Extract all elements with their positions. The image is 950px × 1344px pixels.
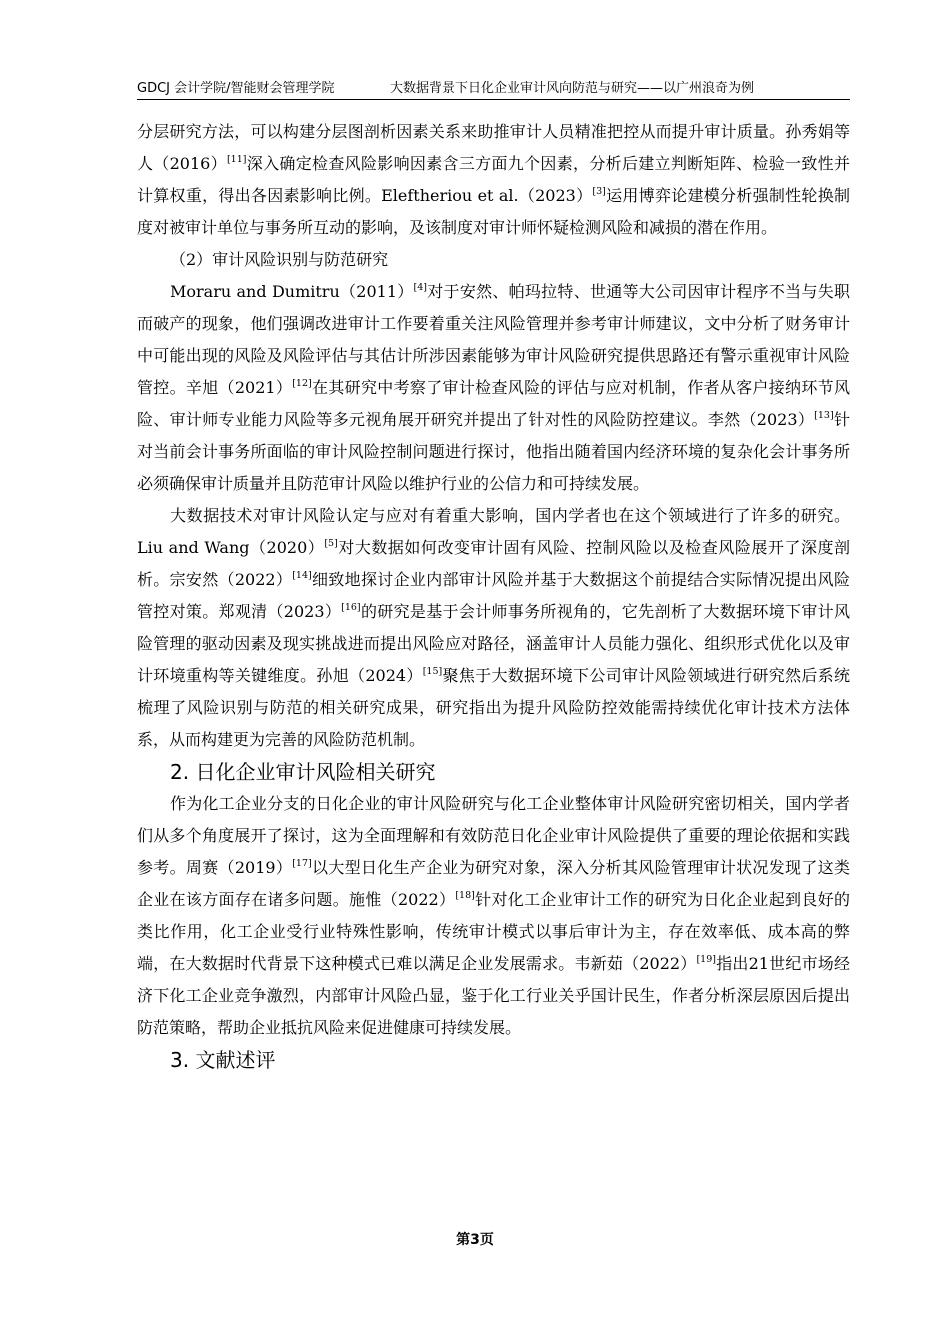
header-left: GDCJ 会计学院/智能财会管理学院 [137, 81, 335, 96]
citation: [17] [292, 858, 312, 869]
citation: [3] [592, 186, 606, 197]
citation: [5] [324, 538, 338, 549]
citation: [11] [226, 154, 247, 165]
page-header [137, 81, 850, 100]
citation: [4] [413, 282, 428, 293]
section-heading-2: 2. 日化企业审计风险相关研究 [170, 760, 436, 784]
paragraph-3: Moraru and Dumitru（2011）[4]对于安然、帕玛拉特、世通等大公司因审计程序不当与失职而破产的现象，他们强调改进审计工作要着重关注风险管理并参考审计师建议，文中分析了财务审计中可能出现的风险及风险评估与其估计所涉因素能够为审计风险研究提供思路还有警示重视审计风险管控。辛旭（2021）[12]在其研究中考察了审计检查风险的评估与应对机制，作者从客户接纳环节风险、审计师专业能力风险等多元视角展开研究并提出了针对性的风险防控建议。李然（2023）[13]针对当前会计事务所面临的审计风险控制问题进行探讨，他指出随着国内经济环境的复杂化会计事务所必须确保审计质量并且防范审计风险以维护行业的公信力和可持续发展。 [137, 282, 850, 493]
citation: [16] [341, 602, 361, 613]
paragraph-1: 分层研究方法，可以构建分层图剖析因素关系来助推审计人员精准把控从而提升审计质量。孙秀娟等人（2016）[11]深入确定检查风险影响因素含三方面九个因素，分析后建立判断矩阵、检验一致性并计算权重，得出各因素影响比例。Eleftheriou et al.（2023）[3]运用博弈论建模分析强制性轮换制度对被审计单位与事务所互动的影响，及该制度对审计师怀疑检测风险和减损的潜在作用。 [137, 122, 850, 237]
paragraph-5: 作为化工企业分支的日化企业的审计风险研究与化工企业整体审计风险研究密切相关，国内学者们从多个角度展开了探讨，这为全面理解和有效防范日化企业审计风险提供了重要的理论依据和实践参考。周赛（2019）[17]以大型日化生产企业为研究对象，深入分析其风险管理审计状况发现了这类企业在该方面存在诸多问题。施惟（2022）[18]针对化工企业审计工作的研究为日化企业起到良好的类比作用，化工企业受行业特殊性影响，传统审计模式以事后审计为主，存在效率低、成本高的弊端，在大数据时代背景下这种模式已难以满足企业发展需求。韦新茹（2022）[19]指出21世纪市场经济下化工企业竞争激烈，内部审计风险凸显，鉴于化工行业关乎国计民生，作者分析深层原因后提出防范策略，帮助企业抵抗风险来促进健康可持续发展。 [137, 794, 850, 1037]
subsection-heading: （2）审计风险识别与防范研究 [170, 250, 389, 269]
citation: [13] [814, 410, 834, 421]
citation: [18] [455, 890, 475, 901]
section-heading-3: 3. 文献述评 [170, 1048, 276, 1072]
page-body [137, 116, 850, 1076]
header-right: 大数据背景下日化企业审计风向防范与研究——以广州浪奇为例 [390, 81, 755, 96]
citation: [14] [292, 570, 312, 581]
citation: [15] [422, 666, 443, 677]
page-number: 第3页 [456, 1232, 494, 1248]
paragraph-4: 大数据技术对审计风险认定与应对有着重大影响，国内学者也在这个领域进行了许多的研究。Liu and Wang（2020）[5]对大数据如何改变审计固有风险、控制风险以及检查风险展开了深度剖析。宗安然（2022）[14]细致地探讨企业内部审计风险并基于大数据这个前提结合实际情况提出风险管控对策。郑观清（2023）[16]的研究是基于会计师事务所视角的，它先剖析了大数据环境下审计风险管理的驱动因素及现实挑战进而提出风险应对路径，涵盖审计人员能力强化、组织形式优化以及审计环境重构等关键维度。孙旭（2024）[15]聚焦于大数据环境下公司审计风险领域进行研究然后系统梳理了风险识别与防范的相关研究成果，研究指出为提升风险防控效能需持续优化审计技术方法体系，从而构建更为完善的风险防范机制。 [137, 506, 850, 749]
citation: [19] [696, 954, 716, 965]
citation: [12] [292, 378, 312, 389]
